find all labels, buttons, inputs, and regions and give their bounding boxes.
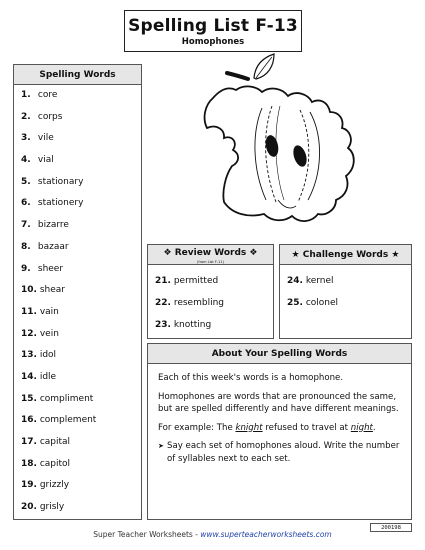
- list-item: [21, 259, 141, 281]
- item-number: 2.: [21, 111, 31, 122]
- item-number: 24.: [287, 276, 303, 286]
- list-item: [21, 410, 141, 432]
- apple-core-icon: [180, 50, 380, 240]
- item-number: 5.: [21, 176, 31, 187]
- list-item: [287, 292, 411, 314]
- title-box: [124, 10, 302, 52]
- spelling-word: sheer: [37, 263, 64, 274]
- item-number: 13.: [21, 350, 37, 361]
- item-number: 4.: [21, 155, 31, 166]
- about-paragraph: Homophones are words that are pronounced the same, but are spelled differently and have different meanings.: [158, 391, 399, 414]
- spelling-word: stationery: [37, 198, 84, 209]
- spelling-word: grizzly: [39, 480, 70, 491]
- spelling-word: vial: [37, 155, 54, 166]
- spelling-word: capitol: [39, 458, 71, 469]
- about-words-panel: [147, 343, 412, 520]
- review-words-heading: ❖ Review Words ❖: [163, 248, 258, 258]
- list-item: [21, 302, 141, 324]
- list-item: [21, 107, 141, 129]
- list-item: [155, 314, 273, 336]
- list-item: [21, 475, 141, 497]
- spelling-word: core: [37, 90, 58, 100]
- spelling-word: bazaar: [37, 241, 69, 252]
- spelling-words-heading: Spelling Words: [14, 65, 141, 85]
- item-number: 22.: [155, 298, 171, 308]
- example-text: For example: The: [158, 422, 236, 433]
- spelling-words-panel: [13, 64, 142, 520]
- spelling-word: stationary: [37, 176, 84, 187]
- item-number: 7.: [21, 220, 31, 231]
- list-item: [21, 172, 141, 194]
- spelling-word: compliment: [39, 393, 94, 404]
- spelling-word: bizarre: [37, 220, 69, 231]
- spelling-word: corps: [37, 111, 63, 122]
- spelling-word: shear: [39, 285, 65, 296]
- item-number: 9.: [21, 263, 31, 274]
- list-item: [287, 270, 411, 292]
- review-words-header: [148, 245, 273, 265]
- list-item: [21, 193, 141, 215]
- about-body: [148, 364, 411, 465]
- item-number: 1.: [21, 90, 31, 100]
- challenge-words-panel: [279, 244, 412, 339]
- spelling-word-list: [14, 85, 141, 519]
- page-subtitle: Homophones: [181, 37, 245, 47]
- spelling-word: idle: [39, 371, 57, 382]
- review-words-note: (from List F-11): [197, 260, 224, 264]
- example-word: night: [350, 422, 373, 433]
- review-word: resembling: [173, 298, 224, 308]
- arrow-right-icon: ➤: [158, 442, 164, 450]
- item-number: 8.: [21, 241, 31, 252]
- challenge-word: kernel: [305, 276, 334, 286]
- challenge-word: colonel: [305, 298, 339, 308]
- worksheet-code: 200198: [370, 523, 412, 532]
- list-item: [155, 270, 273, 292]
- footer-text: Super Teacher Worksheets -: [93, 530, 201, 539]
- review-word-list: [148, 265, 273, 336]
- list-item: [21, 150, 141, 172]
- item-number: 15.: [21, 393, 37, 404]
- list-item: [21, 324, 141, 346]
- item-number: 20.: [21, 502, 37, 513]
- list-item: [21, 280, 141, 302]
- item-number: 25.: [287, 298, 303, 308]
- review-word: permitted: [173, 276, 219, 286]
- list-item: [21, 497, 141, 519]
- list-item: [21, 367, 141, 389]
- item-number: 21.: [155, 276, 171, 286]
- list-item: [21, 345, 141, 367]
- list-item: [21, 454, 141, 476]
- spelling-word: vile: [37, 133, 54, 144]
- item-number: 16.: [21, 415, 37, 426]
- spelling-word: vein: [39, 328, 59, 339]
- footer: [0, 530, 425, 539]
- example-text: refused to travel at: [262, 422, 351, 433]
- list-item: [21, 432, 141, 454]
- item-number: 19.: [21, 480, 37, 491]
- list-item: [155, 292, 273, 314]
- page-title: Spelling List F-13: [128, 16, 298, 36]
- item-number: 10.: [21, 285, 37, 296]
- challenge-words-heading: ★ Challenge Words ★: [280, 245, 411, 265]
- spelling-word: vain: [39, 306, 59, 317]
- list-item: [21, 215, 141, 237]
- item-number: 14.: [21, 371, 37, 382]
- review-words-panel: [147, 244, 274, 339]
- instruction-bullet: [158, 440, 401, 465]
- spelling-word: grisly: [39, 502, 65, 513]
- list-item: [21, 128, 141, 150]
- challenge-word-list: [280, 265, 411, 314]
- item-number: 11.: [21, 306, 37, 317]
- spelling-word: capital: [39, 437, 71, 447]
- about-paragraph: Each of this week's words is a homophone.: [158, 373, 344, 383]
- review-word: knotting: [173, 320, 212, 330]
- item-number: 6.: [21, 198, 31, 209]
- item-number: 3.: [21, 133, 31, 144]
- spelling-word: idol: [39, 350, 57, 361]
- about-words-heading: About Your Spelling Words: [148, 344, 411, 364]
- list-item: [21, 85, 141, 107]
- list-item: [21, 237, 141, 259]
- example-word: knight: [235, 422, 263, 433]
- item-number: 18.: [21, 458, 37, 469]
- example-text: .: [372, 422, 376, 433]
- item-number: 23.: [155, 320, 171, 330]
- list-item: [21, 389, 141, 411]
- item-number: 12.: [21, 328, 37, 339]
- example-sentence: [158, 422, 401, 435]
- item-number: 17.: [21, 437, 37, 447]
- footer-link[interactable]: www.superteacherworksheets.com: [200, 530, 332, 539]
- instruction-text: Say each set of homophones aloud. Write the number of syllables next to each set.: [167, 441, 400, 464]
- spelling-word: complement: [39, 415, 97, 426]
